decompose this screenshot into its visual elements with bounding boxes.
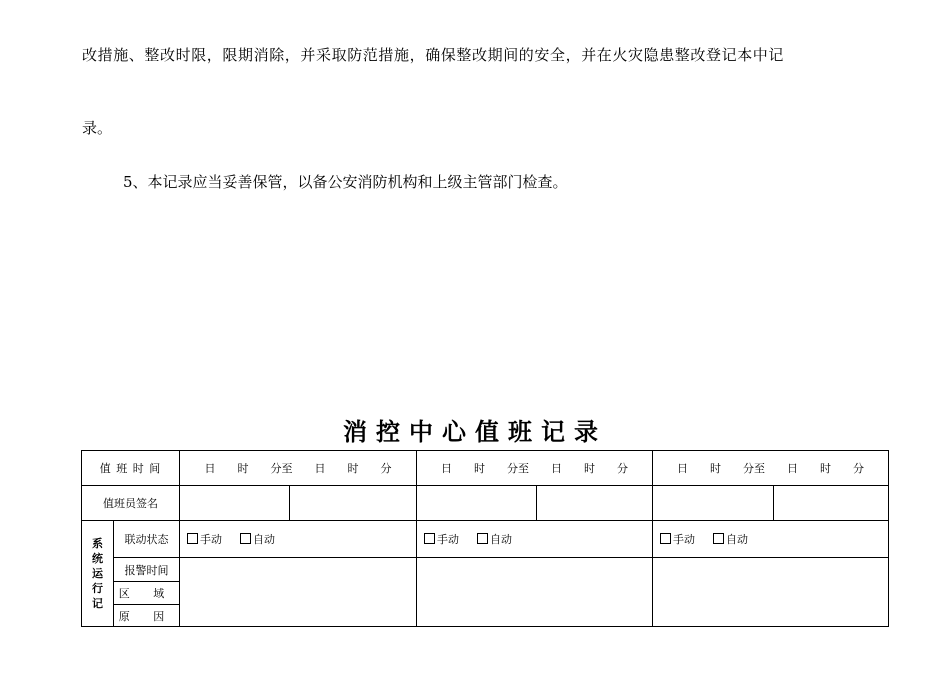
auto-checkbox[interactable]	[713, 533, 724, 544]
linkage-status-cell-2	[417, 521, 653, 558]
linkage-status-row	[82, 521, 889, 558]
auto-checkbox[interactable]	[477, 533, 488, 544]
linkage-status-cell-3	[653, 521, 889, 558]
signature-cell-2b[interactable]	[537, 486, 653, 521]
log-title: 消控中心值班记录	[343, 417, 607, 446]
duty-time-cell-3[interactable]: 日 时 分至 日 时 分	[653, 451, 889, 486]
system-log-char: 记	[92, 597, 103, 610]
body-paragraph-line-1: 改措施、整改时限，限期消除，并采取防范措施，确保整改期间的安全，并在火灾隐患整改登记本中记	[82, 46, 785, 64]
system-log-char: 系	[92, 537, 103, 550]
area-label: 区 域	[114, 582, 180, 605]
event-detail-cell-2[interactable]	[417, 558, 653, 627]
auto-option-label: 自动	[726, 533, 748, 546]
linkage-status-label: 联动状态	[114, 521, 180, 558]
cause-label: 原 因	[114, 605, 180, 627]
alarm-time-label: 报警时间	[114, 558, 180, 582]
duty-staff-row	[82, 486, 889, 521]
duty-time-cell-2[interactable]: 日 时 分至 日 时 分	[417, 451, 653, 486]
manual-option-label: 手动	[437, 533, 459, 546]
system-log-char: 运	[92, 567, 103, 580]
duty-log-table	[81, 450, 889, 627]
signature-cell-1b[interactable]	[290, 486, 417, 521]
signature-cell-3b[interactable]	[774, 486, 889, 521]
system-log-char: 统	[92, 552, 103, 565]
auto-checkbox[interactable]	[240, 533, 251, 544]
linkage-status-cell-1	[180, 521, 417, 558]
auto-option-label: 自动	[490, 533, 512, 546]
duty-staff-label: 值班员签名	[82, 486, 180, 521]
signature-cell-1a[interactable]	[180, 486, 290, 521]
system-log-char: 行	[92, 582, 103, 595]
body-paragraph-item-5: 5、本记录应当妥善保管，以备公安消防机构和上级主管部门检查。	[123, 173, 568, 191]
manual-option-label: 手动	[673, 533, 695, 546]
manual-checkbox[interactable]	[424, 533, 435, 544]
alarm-time-row	[82, 558, 889, 582]
manual-option-label: 手动	[200, 533, 222, 546]
duty-time-cell-1[interactable]: 日 时 分至 日 时 分	[180, 451, 417, 486]
manual-checkbox[interactable]	[660, 533, 671, 544]
body-paragraph-line-2: 录。	[82, 119, 113, 137]
duty-time-label: 值 班 时 间	[82, 451, 180, 486]
manual-checkbox[interactable]	[187, 533, 198, 544]
duty-time-row	[82, 451, 889, 486]
signature-cell-2a[interactable]	[417, 486, 537, 521]
auto-option-label: 自动	[253, 533, 275, 546]
event-detail-cell-3[interactable]	[653, 558, 889, 627]
signature-cell-3a[interactable]	[653, 486, 774, 521]
system-log-label	[82, 521, 114, 627]
event-detail-cell-1[interactable]	[180, 558, 417, 627]
